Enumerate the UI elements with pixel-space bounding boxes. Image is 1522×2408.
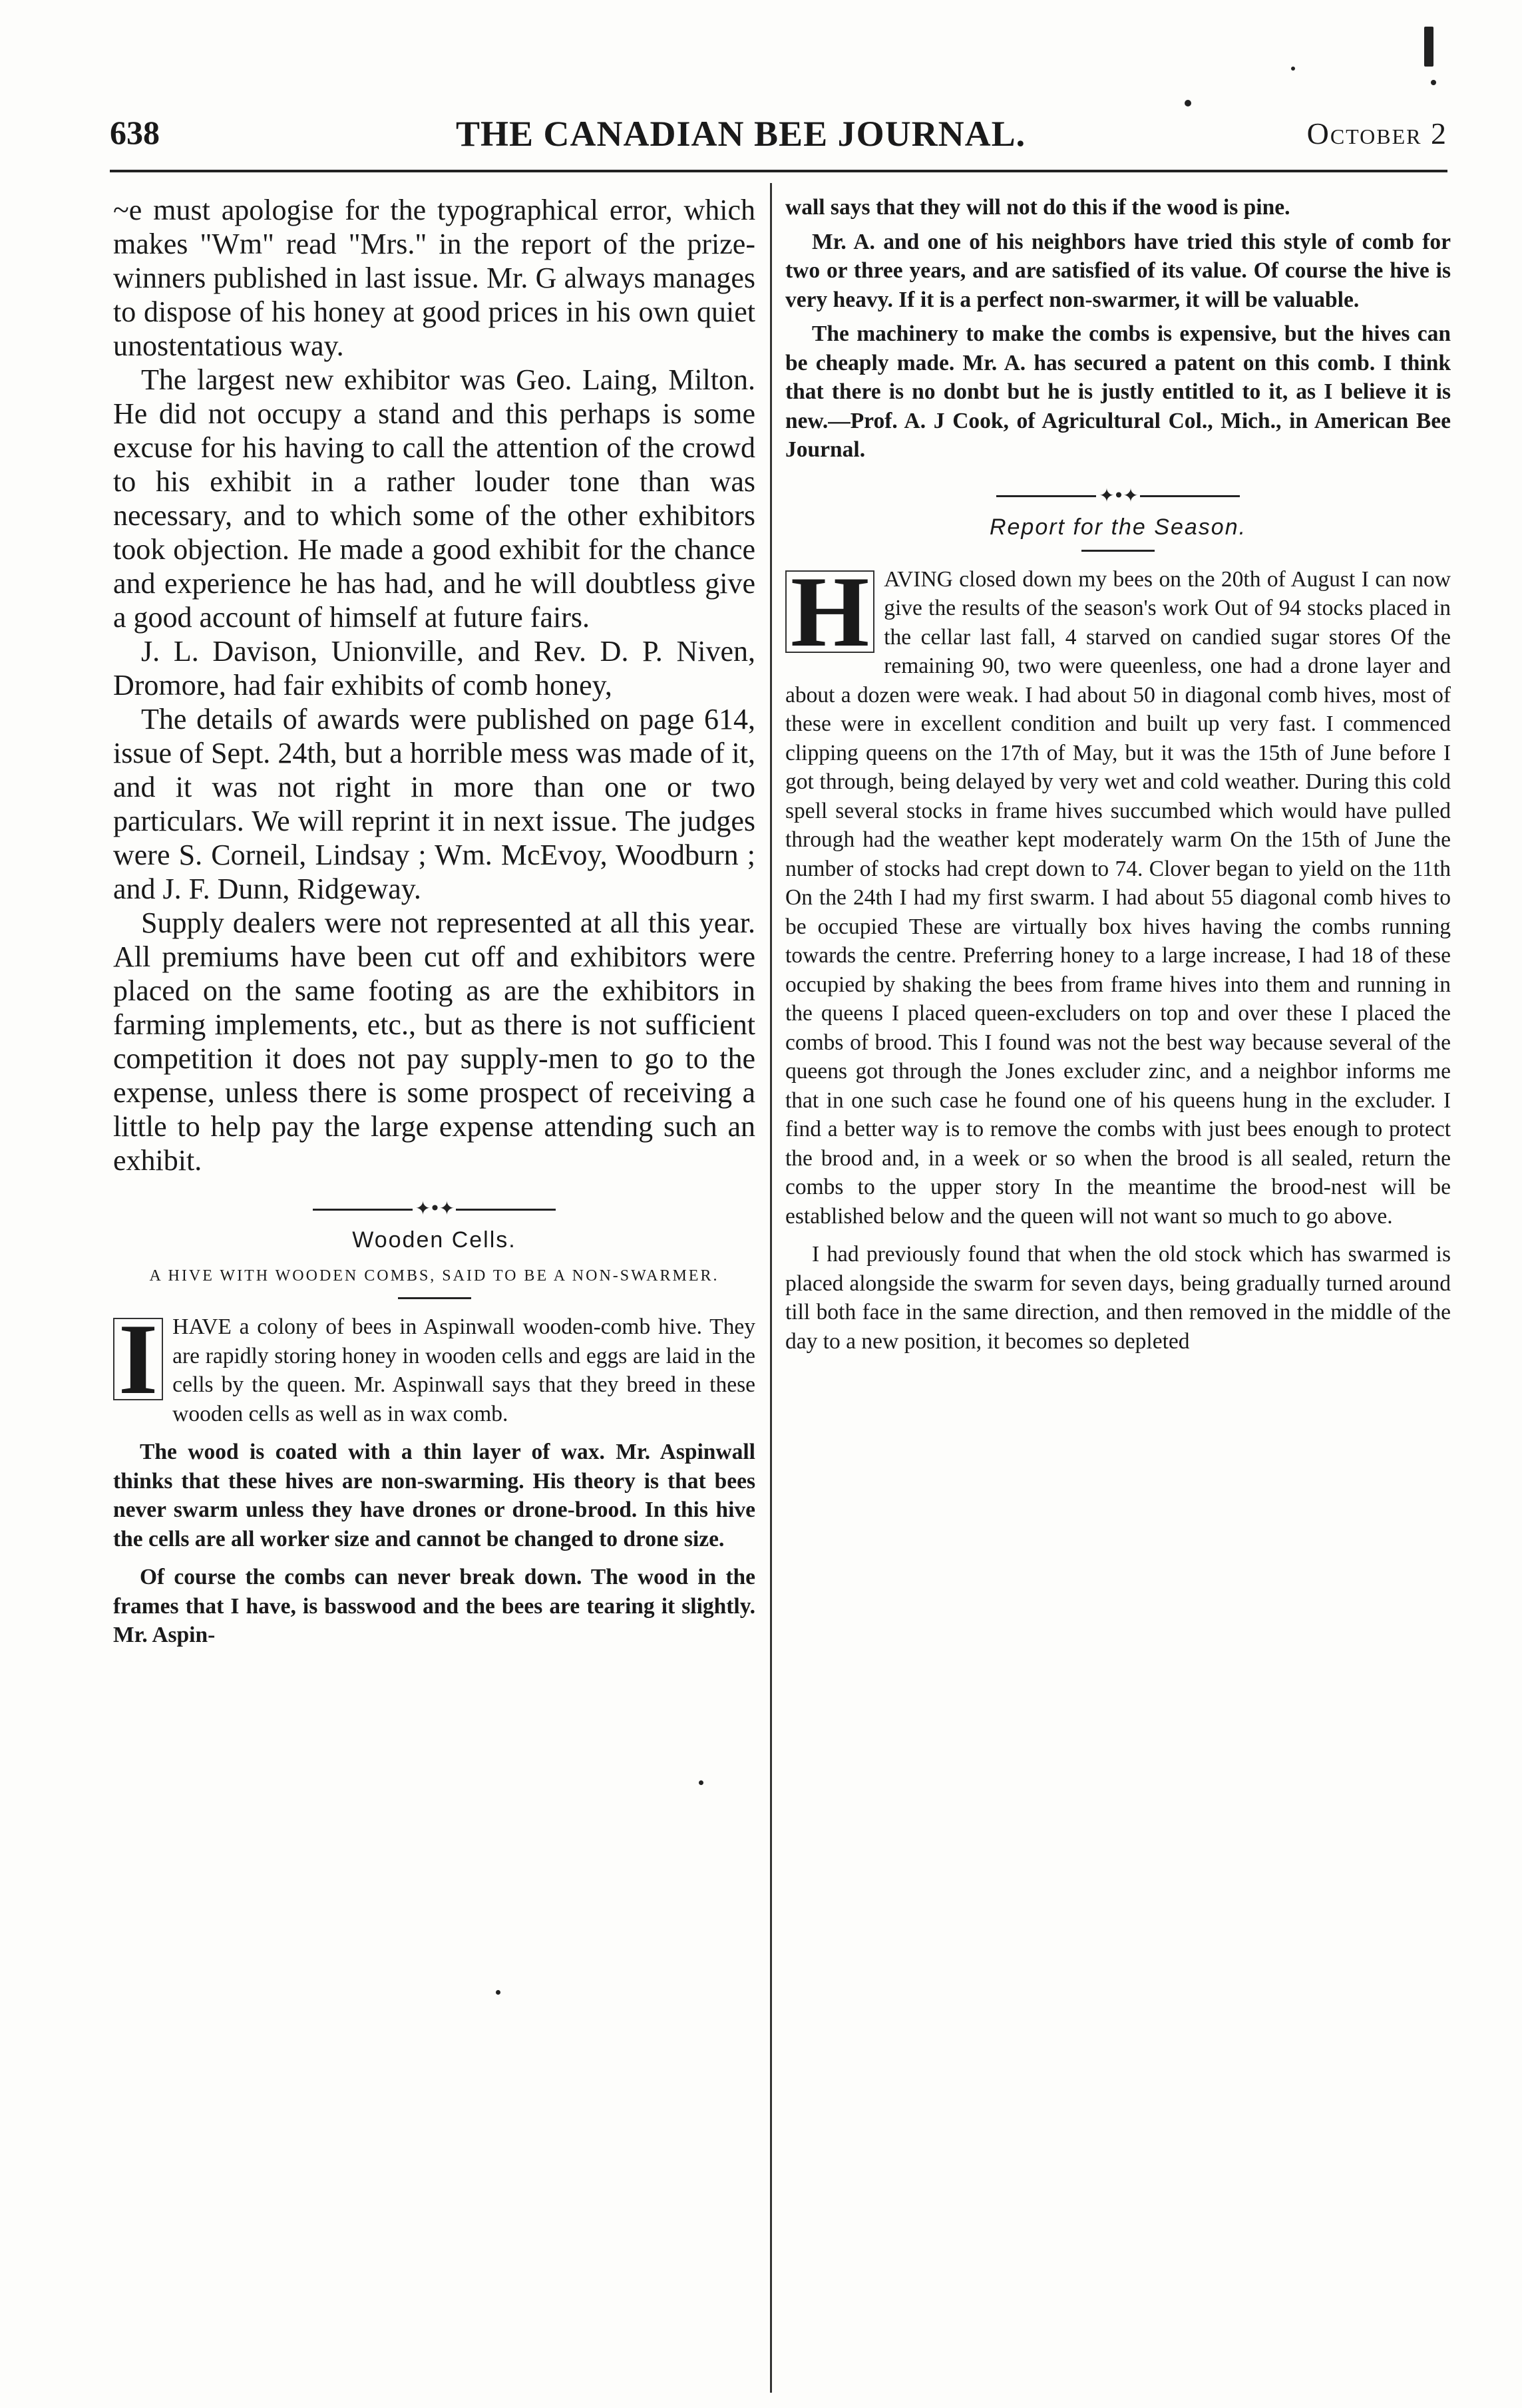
bold-paragraphs [113, 1438, 755, 1650]
header-rule [110, 170, 1447, 172]
paragraph: The machinery to make the combs is expensive, but the hives can be cheaply made. Mr. A. has secured a patent on this comb. I think that there is no donbt but he is justly entitled to it, as I believe it is new.—Prof. A. J Cook, of Agricultural Col., Mich., in American Bee Journal. [785, 321, 1451, 462]
page-header [110, 113, 1447, 160]
wooden-cells-continued [785, 193, 1451, 465]
page-number: 638 [110, 114, 160, 151]
section-ornament [113, 1197, 755, 1219]
paragraph: Mr. A. and one of his neighbors have tried this style of comb for two or three years, and are satisfied of its value. Of course the hive is very heavy. If it is a perfect non-swarmer, it will be valuable. [785, 229, 1451, 312]
right-column [785, 193, 1451, 1356]
section-ornament [785, 485, 1451, 506]
lead-paragraph [785, 555, 1451, 1231]
paragraph: Supply dealers were not represented at all this year. All premiums have been cut off and exhibitors were placed on the same footing as are the exhibitors in farming implements, etc., but as there is not sufficient competition it does not pay supply-men to go to the expense, unless there is some prospect of receiving a little to help pay the large expense attending such an exhibit. [113, 906, 755, 1177]
journal-title: THE CANADIAN BEE JOURNAL. [456, 114, 1026, 154]
print-speck [496, 1990, 500, 1995]
section-heading-report: Report for the Season. [989, 514, 1247, 540]
section-subheading: A HIVE WITH WOODEN COMBS, SAID TO BE A NON-SWARMER. [149, 1267, 719, 1285]
ornament-glyph: ✦•✦ [1099, 484, 1137, 506]
wooden-cells-article [113, 1303, 755, 1650]
drop-cap: H [785, 570, 874, 653]
print-speck [1431, 80, 1436, 85]
season-report-article [785, 555, 1451, 1356]
lead-paragraph [113, 1303, 755, 1428]
fair-report-article [113, 193, 755, 1177]
print-speck [1185, 100, 1191, 106]
paragraph: The details of awards were published on page 614, issue of Sept. 24th, but a horrible mess was made of it, and it was not right in more than one or two particulars. We will reprint it in next issue. The judges were S. Corneil, Lindsay ; Wm. McEvoy, Woodburn ; and J. F. Dunn, Ridgeway. [113, 703, 755, 905]
print-speck [1291, 67, 1295, 71]
paragraph: wall says that they will not do this if the wood is pine. [785, 195, 1290, 220]
print-speck [1424, 27, 1433, 67]
left-column [113, 193, 755, 1650]
paragraph: ~e must apologise for the typographical error, which makes "Wm" read "Mrs." in the report of the prize-winners published in last issue. Mr. G always manages to dispose of his honey at good prices in his own quiet unostentatious way. [113, 194, 755, 362]
lead-paragraph-text: AVING closed down my bees on the 20th of August I can now give the results of the season's work Out of 94 stocks placed in the cellar last fall, 4 starved on candied sugar stores Of the remaining 90, two were queenless, one had a drone layer and about a dozen were weak. I had about 50 in diagonal comb hives, most of these were in excellent condition and built up very fast. I commenced clipping queens on the 17th of May, but it was the 15th of June before I got through, being delayed by very wet and cold weather. During this cold spell several stocks in frame hives succumbed which would have pulled through had the weather kept moderately warm On the 15th of June the number of stocks had crept down to 74. Clover began to yield on the 11th On the 24th I had my first swarm. I had about 55 diagonal comb hives to be occupied These are virtually box hives having the combs running towards the centre. Preferring honey to a large increase, I had 18 of these occupied by shaking the bees from frame hives into them and running in the queens I placed queen-excluders on top and over these I placed the combs of brood. This I found was not the best way because several of the queens got through the Jones excluder zinc, and a neighbor informs me that in one such case he found one of his queens hung in the excluder. I find a better way is to remove the combs with just bees enough to protect the brood and, in a week or so when the brood is all sealed, return the combs to the upper story In the meantime the brood-nest will be established below and the queen will not want so much to go above. [785, 566, 1451, 1229]
column-divider [770, 183, 772, 2393]
short-rule [1081, 550, 1155, 552]
issue-date: October 2 [1306, 116, 1447, 150]
print-speck [699, 1780, 703, 1785]
paragraph: The wood is coated with a thin layer of wax. Mr. Aspinwall thinks that these hives are non-swarming. His theory is that bees never swarm unless they have drones or drone-brood. In this hive the cells are all worker size and cannot be changed to drone size. [113, 1440, 755, 1551]
ornament-glyph: ✦•✦ [415, 1197, 454, 1219]
short-rule [398, 1297, 471, 1299]
paragraph: Of course the combs can never break down. The wood in the frames that I have, is basswood and the bees are tearing it slightly. Mr. Aspin- [113, 1565, 755, 1647]
drop-cap: I [113, 1318, 163, 1400]
paragraph: I had previously found that when the old stock which has swarmed is placed alongside the swarm for seven days, being gradually turned around till both face in the same direction, and then removed in the middle of the day to a new position, it becomes so depleted [785, 1242, 1451, 1354]
section-heading-wooden-cells: Wooden Cells. [352, 1227, 516, 1253]
paragraph: The largest new exhibitor was Geo. Laing, Milton. He did not occupy a stand and this perhaps is some excuse for his having to call the attention of the crowd to his exhibit in a rather louder tone than was necessary, and to which some of the other exhibitors took objection. He made a good exhibit for the chance and experience he has had, and he will doubtless give a good account of himself at future fairs. [113, 363, 755, 634]
paragraph: J. L. Davison, Unionville, and Rev. D. P. Niven, Dromore, had fair exhibits of comb honey, [113, 635, 755, 702]
lead-paragraph-text: HAVE a colony of bees in Aspinwall wooden-comb hive. They are rapidly storing honey in wooden cells and eggs are laid in the cells by the queen. Mr. Aspinwall says that they breed in these wooden cells as well as in wax comb. [172, 1314, 755, 1426]
